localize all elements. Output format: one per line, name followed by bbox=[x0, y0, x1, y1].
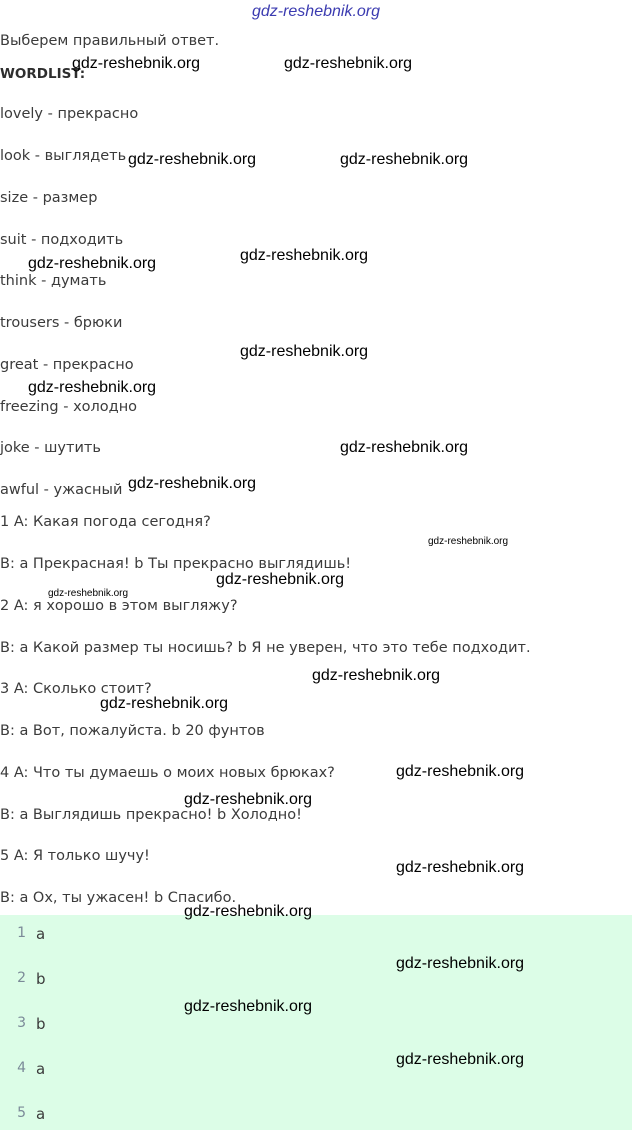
dialogue-line: 4 A: Что ты думаешь о моих новых брюках? bbox=[0, 765, 335, 781]
answer-number: 4 bbox=[17, 1060, 26, 1076]
wordlist-item: joke - шутить bbox=[0, 440, 101, 456]
answer-number: 3 bbox=[17, 1015, 26, 1031]
watermark: gdz-reshebnik.org bbox=[340, 439, 469, 456]
dialogue-line: 3 A: Сколько стоит? bbox=[0, 681, 152, 697]
site-watermark-top: gdz-reshebnik.org bbox=[251, 3, 381, 20]
watermark: gdz-reshebnik.org bbox=[72, 55, 201, 72]
watermark: gdz-reshebnik.org bbox=[184, 791, 313, 808]
watermark: gdz-reshebnik.org bbox=[396, 955, 525, 972]
wordlist-item: awful - ужасный bbox=[0, 482, 123, 498]
answer-row bbox=[0, 1060, 300, 1084]
answer-value: b bbox=[36, 970, 46, 988]
answer-number: 2 bbox=[17, 970, 26, 986]
watermark: gdz-reshebnik.org bbox=[240, 247, 369, 264]
wordlist-item: lovely - прекрасно bbox=[0, 106, 139, 122]
answer-row bbox=[0, 1015, 300, 1039]
answer-number: 5 bbox=[17, 1105, 26, 1121]
answer-value: a bbox=[36, 925, 46, 943]
wordlist-item: suit - подходить bbox=[0, 232, 124, 248]
dialogue-line: B: a Какой размер ты носишь? b Я не уверен, что это тебе подходит. bbox=[0, 640, 531, 656]
dialogue-line: 5 A: Я только шучу! bbox=[0, 848, 150, 864]
intro-text: Выберем правильный ответ. bbox=[0, 33, 220, 49]
watermark: gdz-reshebnik.org bbox=[396, 1051, 525, 1068]
watermark: gdz-reshebnik.org bbox=[128, 475, 257, 492]
wordlist-item: trousers - брюки bbox=[0, 315, 123, 331]
wordlist-title: WORDLIST: bbox=[0, 66, 86, 82]
watermark: gdz-reshebnik.org bbox=[340, 151, 469, 168]
watermark: gdz-reshebnik.org bbox=[396, 859, 525, 876]
wordlist-item: size - размер bbox=[0, 190, 98, 206]
watermark: gdz-reshebnik.org bbox=[184, 903, 313, 920]
watermark: gdz-reshebnik.org bbox=[184, 998, 313, 1015]
answer-row bbox=[0, 970, 300, 994]
watermark: gdz-reshebnik.org bbox=[28, 255, 157, 272]
dialogue-line: B: a Прекрасная! b Ты прекрасно выглядишь! bbox=[0, 556, 352, 572]
dialogue-line: 1 A: Какая погода сегодня? bbox=[0, 514, 211, 530]
answer-row bbox=[0, 1105, 300, 1129]
watermark: gdz-reshebnik.org bbox=[28, 379, 157, 396]
dialogue-line: 2 A: я хорошо в этом выгляжу? bbox=[0, 598, 238, 614]
answer-value: a bbox=[36, 1060, 46, 1078]
answer-key bbox=[0, 915, 632, 1130]
answer-value: a bbox=[36, 1105, 46, 1123]
wordlist-item: great - прекрасно bbox=[0, 357, 134, 373]
watermark: gdz-reshebnik.org bbox=[396, 763, 525, 780]
wordlist-item: look - выглядеть bbox=[0, 148, 127, 164]
watermark: gdz-reshebnik.org bbox=[284, 55, 413, 72]
answer-row bbox=[0, 925, 300, 949]
watermark: gdz-reshebnik.org bbox=[240, 343, 369, 360]
watermark: gdz-reshebnik.org bbox=[48, 588, 129, 599]
dialogue-line: B: a Ох, ты ужасен! b Спасибо. bbox=[0, 890, 237, 906]
watermark: gdz-reshebnik.org bbox=[312, 667, 441, 684]
dialogue-line: B: a Выглядишь прекрасно! b Холодно! bbox=[0, 807, 302, 823]
watermark: gdz-reshebnik.org bbox=[428, 536, 509, 547]
dialogue-line: B: a Вот, пожалуйста. b 20 фунтов bbox=[0, 723, 265, 739]
wordlist-item: freezing - холодно bbox=[0, 399, 138, 415]
watermark: gdz-reshebnik.org bbox=[128, 151, 257, 168]
wordlist-item: think - думать bbox=[0, 273, 107, 289]
answer-value: b bbox=[36, 1015, 46, 1033]
answer-number: 1 bbox=[17, 925, 26, 941]
watermark: gdz-reshebnik.org bbox=[100, 695, 229, 712]
watermark: gdz-reshebnik.org bbox=[216, 571, 345, 588]
